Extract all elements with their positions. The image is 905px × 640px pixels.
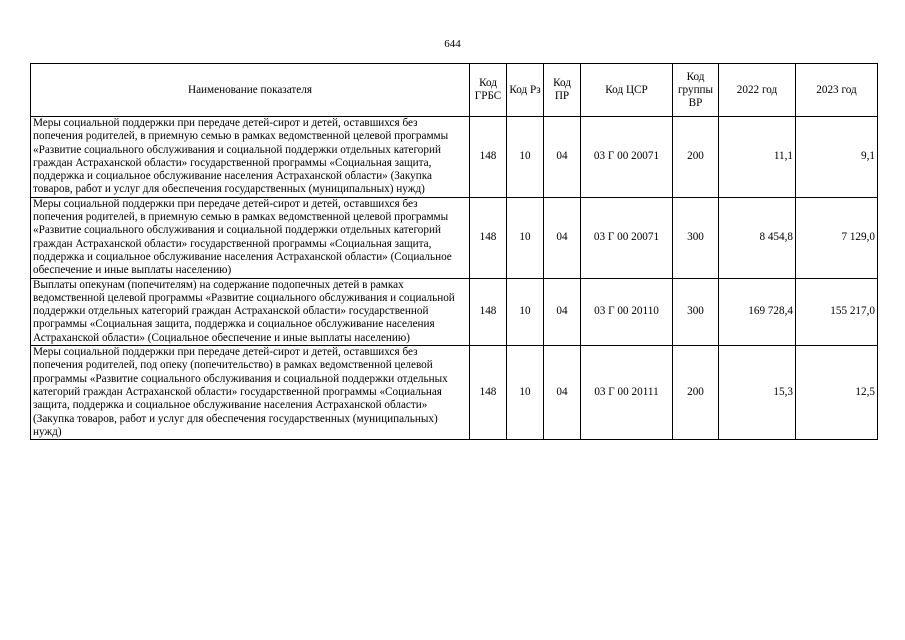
page-number: 644 [444,38,461,50]
row-csr: 03 Г 00 20071 [581,197,673,278]
row-2023: 155 217,0 [796,278,878,345]
row-rz: 10 [507,346,544,440]
row-name: Выплаты опекунам (попечителям) на содержание подопечных детей в рамках ведомственной целевой программы «Развитие социального обслуживания и социальной поддержки отдельных категорий граждан Астраханской области» государственной программы «Социальная защита, поддержка и социальное обслуживание населения Астраханской области» (Социальное обеспечение и иные выплаты населению) [31,278,470,345]
row-pr: 04 [544,278,581,345]
budget-table [30,63,878,440]
row-vr: 300 [673,278,719,345]
header-2023: 2023 год [796,64,878,117]
table-row [31,346,878,440]
header-csr: Код ЦСР [581,64,673,117]
row-rz: 10 [507,278,544,345]
row-name: Меры социальной поддержки при передаче детей-сирот и детей, оставшихся без попечения родителей, под опеку (попечительство) в рамках ведомственной целевой программы «Развитие социального обслуживания и социальной поддержки отдельных категорий граждан Астраханской области» государственной программы «Социальная защита, поддержка и социальное обслуживание населения Астраханской области» (Закупка товаров, работ и услуг для обеспечения государственных (муниципальных) нужд) [31,346,470,440]
header-name: Наименование показателя [31,64,470,117]
header-pr: Код ПР [544,64,581,117]
row-grbs: 148 [470,346,507,440]
row-grbs: 148 [470,197,507,278]
header-2022: 2022 год [719,64,796,117]
header-rz: Код Рз [507,64,544,117]
row-pr: 04 [544,117,581,198]
row-vr: 200 [673,346,719,440]
header-vr: Код группы ВР [673,64,719,117]
row-2023: 9,1 [796,117,878,198]
row-name: Меры социальной поддержки при передаче детей-сирот и детей, оставшихся без попечения родителей, в приемную семью в рамках ведомственной целевой программы «Развитие социального обслуживания и социальной поддержки отдельных категорий граждан Астраханской области» государственной программы «Социальная защита, поддержка и социальное обслуживание населения Астраханской области» (Закупка товаров, работ и услуг для обеспечения государственных (муниципальных) нужд) [31,117,470,198]
row-csr: 03 Г 00 20110 [581,278,673,345]
row-csr: 03 Г 00 20111 [581,346,673,440]
row-2022: 15,3 [719,346,796,440]
row-name: Меры социальной поддержки при передаче детей-сирот и детей, оставшихся без попечения родителей, в приемную семью в рамках ведомственной целевой программы «Развитие социального обслуживания и социальной поддержки отдельных категорий граждан Астраханской области» государственной программы «Социальная защита, поддержка и социальное обслуживание населения Астраханской области» (Социальное обеспечение и иные выплаты населению) [31,197,470,278]
row-grbs: 148 [470,278,507,345]
row-grbs: 148 [470,117,507,198]
row-2022: 11,1 [719,117,796,198]
row-rz: 10 [507,197,544,278]
header-grbs: Код ГРБС [470,64,507,117]
row-2022: 169 728,4 [719,278,796,345]
row-rz: 10 [507,117,544,198]
table-row [31,117,878,198]
row-2022: 8 454,8 [719,197,796,278]
row-vr: 300 [673,197,719,278]
table-row [31,197,878,278]
table-row [31,278,878,345]
row-2023: 7 129,0 [796,197,878,278]
row-pr: 04 [544,197,581,278]
row-2023: 12,5 [796,346,878,440]
row-pr: 04 [544,346,581,440]
row-vr: 200 [673,117,719,198]
table-header-row [31,64,878,117]
row-csr: 03 Г 00 20071 [581,117,673,198]
